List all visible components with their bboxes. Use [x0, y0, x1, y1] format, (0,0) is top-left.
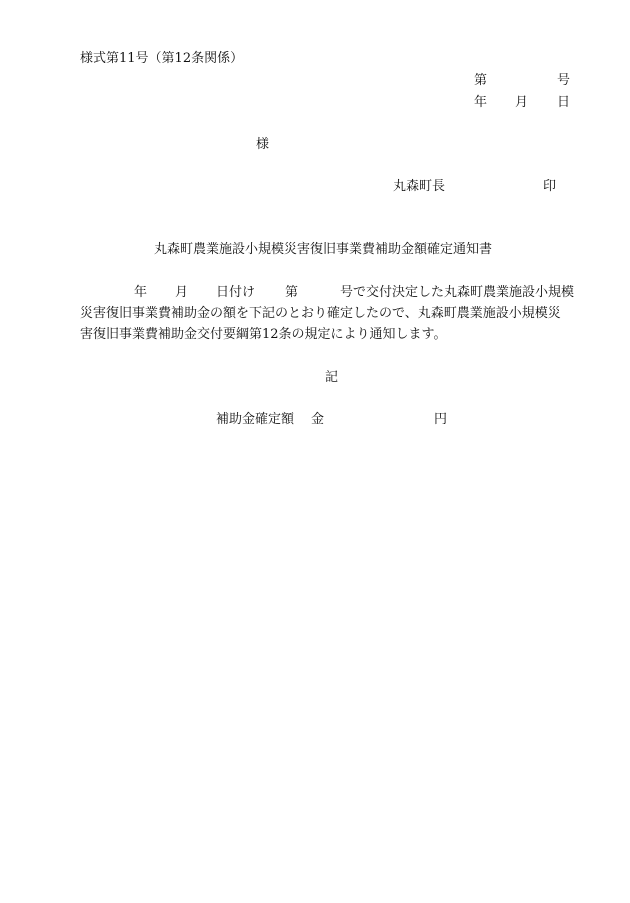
- issue-number-suffix: 号: [557, 73, 571, 88]
- body-ref-month: 月: [175, 285, 189, 300]
- body-ref-year: 年: [134, 285, 148, 300]
- body-line2: 災害復旧事業費補助金の額を下記のとおり確定したので、丸森町農業施設小規模災: [80, 306, 561, 321]
- body-line1-rest: 号で交付決定した丸森町農業施設小規模: [340, 285, 575, 300]
- body-ref-number-prefix: 第: [285, 285, 299, 300]
- amount-unit: 円: [434, 412, 448, 427]
- issuer-seal: 印: [543, 179, 557, 194]
- issue-number-prefix: 第: [474, 73, 488, 88]
- recipient-honorific: 様: [256, 137, 270, 152]
- issue-date-month: 月: [515, 95, 529, 110]
- issue-date-year: 年: [474, 95, 488, 110]
- amount-currency-prefix: 金: [311, 412, 325, 427]
- body-line3: 害復旧事業費補助金交付要綱第12条の規定により通知します。: [80, 327, 447, 342]
- record-heading: 記: [325, 370, 339, 385]
- document-title: 丸森町農業施設小規模災害復旧事業費補助金額確定通知書: [154, 242, 493, 257]
- body-ref-day: 日付け: [216, 285, 256, 300]
- amount-label: 補助金確定額: [216, 412, 295, 427]
- issuer-name: 丸森町長: [393, 179, 446, 194]
- form-label: 様式第11号（第12条関係）: [80, 51, 244, 66]
- issue-date-day: 日: [557, 95, 571, 110]
